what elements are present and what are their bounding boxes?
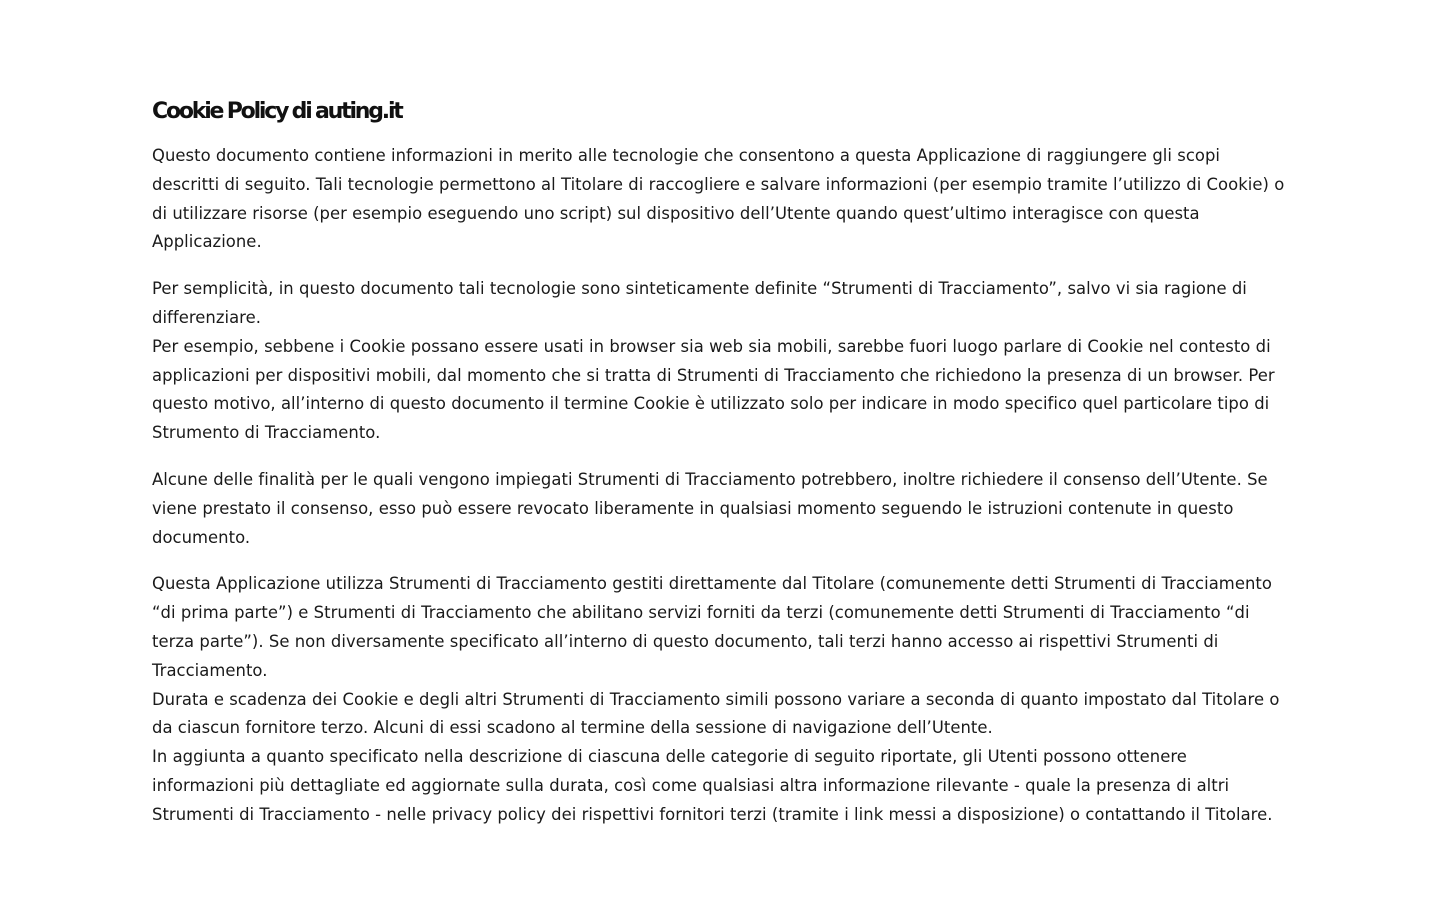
paragraph-first-third-party: Questa Applicazione utilizza Strumenti di Tracciamento gestiti direttamente dal Titolare (comunemente detti Strumenti di Tracciamento “di prima parte”) e Strumenti di Tracciamento che abilitano servizi forniti da terzi (comunemente detti Strumenti di Tracciamento “di terza parte”). Se non diversamente specificato all’interno di questo documento, tali terzi hanno accesso ai rispettivi Strumenti di Tracciamento.	[152, 574, 1272, 680]
cookie-policy-document	[152, 96, 1292, 830]
paragraph-consent: Alcune delle finalità per le quali vengono impiegati Strumenti di Tracciamento potrebbero, inoltre richiedere il consenso dell’Utente. Se viene prestato il consenso, esso può essere revocato liberamente in qualsiasi momento seguendo le istruzioni contenute in questo documento.	[152, 469, 1268, 547]
paragraph-additional-info: In aggiunta a quanto specificato nella descrizione di ciascuna delle categorie di seguito riportate, gli Utenti possono ottenere informazioni più dettagliate ed aggiornate sulla durata, così come qualsiasi altra informazione rilevante - quale la presenza di altri Strumenti di Tracciamento - nelle privacy policy dei rispettivi fornitori terzi (tramite i link messi a disposizione) o contattando il Titolare.	[152, 747, 1273, 824]
page-title: Cookie Policy di auting.it	[152, 99, 402, 124]
document-body	[152, 142, 1292, 830]
paragraph-simplicity: Per semplicità, in questo documento tali tecnologie sono sinteticamente definite “Strumenti di Tracciamento”, salvo vi sia ragione di differenziare.	[152, 279, 1247, 327]
paragraph-intro: Questo documento contiene informazioni in merito alle tecnologie che consentono a questa Applicazione di raggiungere gli scopi descritti di seguito. Tali tecnologie permettono al Titolare di raccogliere e salvare informazioni (per esempio tramite l’utilizzo di Cookie) o di utilizzare risorse (per esempio eseguendo uno script) sul dispositivo dell’Utente quando quest’ultimo interagisce con questa Applicazione.	[152, 146, 1285, 252]
paragraph-cookie-definition: Per esempio, sebbene i Cookie possano essere usati in browser sia web sia mobili, sarebbe fuori luogo parlare di Cookie nel contesto di applicazioni per dispositivi mobili, dal momento che si tratta di Strumenti di Tracciamento che richiedono la presenza di un browser. Per questo motivo, all’interno di questo documento il termine Cookie è utilizzato solo per indicare in modo specifico quel particolare tipo di Strumento di Tracciamento.	[152, 336, 1275, 443]
paragraph-duration: Durata e scadenza dei Cookie e degli altri Strumenti di Tracciamento simili possono variare a seconda di quanto impostato dal Titolare o da ciascun fornitore terzo. Alcuni di essi scadono al termine della sessione di navigazione dell’Utente.	[152, 689, 1280, 738]
